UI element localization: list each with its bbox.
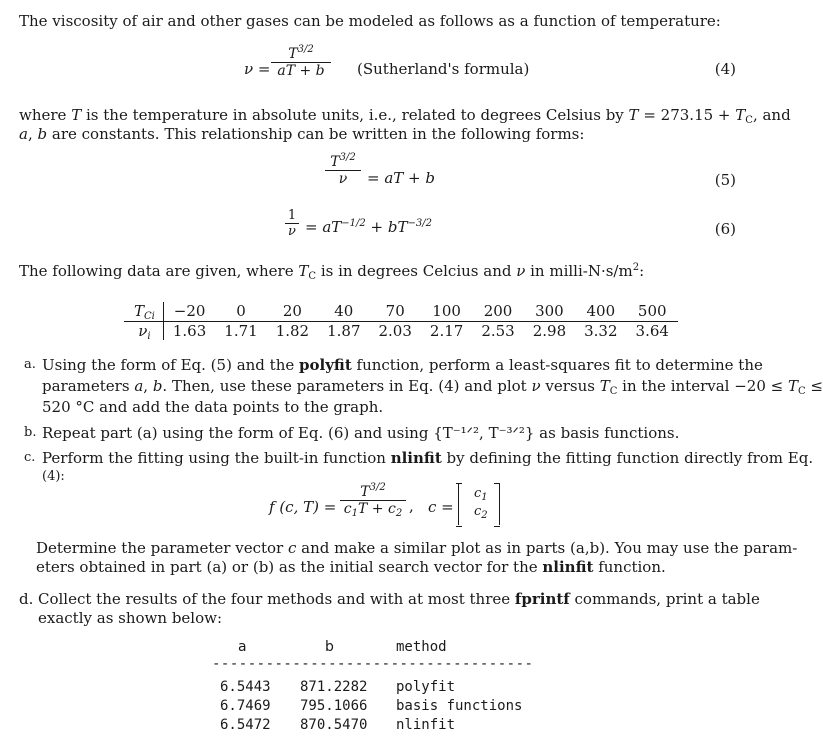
output-header-b: b bbox=[325, 639, 334, 655]
table-cell: 3.32 bbox=[584, 322, 618, 340]
output-cell-a: 6.5472 bbox=[220, 717, 271, 733]
table-cell: 2.17 bbox=[429, 322, 464, 340]
part-d-label: d. bbox=[19, 590, 34, 608]
table-header-tc: $T_{Ci}$ bbox=[124, 302, 163, 322]
table-cell: 20 bbox=[267, 302, 318, 322]
eq5-label: (5) bbox=[714, 171, 736, 189]
table-cell: 1.87 bbox=[327, 322, 361, 340]
table-cell: 500 bbox=[627, 302, 678, 322]
table-cell: 2.03 bbox=[378, 322, 412, 340]
output-cell-b: 795.1066 bbox=[300, 698, 368, 714]
part-d-line-2: exactly as shown below: bbox=[38, 609, 223, 627]
table-row-tc bbox=[124, 302, 678, 322]
table-header-nu: $\nu_i$ bbox=[124, 322, 163, 341]
output-cell-a: 6.5443 bbox=[220, 679, 271, 695]
eq4-label: (4) bbox=[714, 60, 736, 78]
output-cell-method: polyfit bbox=[396, 679, 456, 695]
table-cell: −20 bbox=[163, 302, 215, 322]
table-cell: 2.53 bbox=[481, 322, 515, 340]
part-a-line-1: Using the form of Eq. (5) and the polyfit function, perform a least-squares fit to determine the bbox=[42, 356, 763, 374]
eq6-label: (6) bbox=[714, 220, 736, 238]
output-divider: ------------------------------------ bbox=[212, 656, 534, 672]
sutherland-note: (Sutherland's formula) bbox=[357, 60, 530, 78]
vector-bracket: $c_1$ $c_2$ bbox=[458, 483, 500, 525]
part-b-label: b. bbox=[24, 425, 37, 440]
part-c-label: c. bbox=[24, 450, 36, 465]
table-cell: 2.98 bbox=[532, 322, 567, 340]
part-a-line-3: 520 °C and add the data points to the graph. bbox=[42, 398, 384, 416]
output-cell-b: 870.5470 bbox=[300, 717, 368, 733]
output-cell-a: 6.7469 bbox=[220, 698, 271, 714]
table-cell: 3.64 bbox=[635, 322, 669, 340]
part-c-after-2: eters obtained in part (a) or (b) as the initial search vector for the nlinfit function. bbox=[36, 558, 666, 576]
table-cell: 200 bbox=[472, 302, 523, 322]
intro-text: The viscosity of air and other gases can be modeled as follows as a function of temperature: bbox=[19, 12, 721, 30]
output-header-a: a bbox=[238, 639, 247, 655]
table-cell: 0 bbox=[215, 302, 266, 322]
where-line-1: where T is the temperature in absolute units, i.e., related to degrees Celsius by $T = 273.15 + T_C$, and bbox=[19, 106, 791, 126]
table-cell: 400 bbox=[575, 302, 626, 322]
where-line-2: a, b are constants. This relationship can be written in the following forms: bbox=[19, 125, 585, 143]
part-c-after-1: Determine the parameter vector c and make a similar plot as in parts (a,b). You may use the param- bbox=[36, 539, 798, 557]
part-a-label: a. bbox=[24, 357, 36, 372]
table-cell: 1.63 bbox=[172, 322, 207, 340]
table-cell: 1.71 bbox=[224, 322, 258, 340]
output-cell-method: nlinfit bbox=[396, 717, 456, 733]
part-c-line-2: (4): bbox=[42, 469, 65, 484]
part-a-line-2: parameters a, b. Then, use these parameters in Eq. (4) and plot ν versus $T_C$ in the interval $-20 \le T_C$ ≤ bbox=[42, 377, 823, 397]
data-given-line: The following data are given, where $T_C$ is in degrees Celcius and ν in milli-$N\cdot s/m^2$: bbox=[19, 262, 645, 282]
table-cell: 300 bbox=[524, 302, 575, 322]
output-header-method: method bbox=[396, 639, 447, 655]
table-row-nu bbox=[124, 322, 678, 341]
part-c-line-1: Perform the fitting using the built-in function nlinfit by defining the fitting function directly from Eq. bbox=[42, 449, 814, 467]
data-table bbox=[124, 302, 678, 340]
table-cell: 70 bbox=[370, 302, 421, 322]
table-cell: 100 bbox=[421, 302, 472, 322]
part-d-line-1: Collect the results of the four methods and with at most three fprintf commands, print a table bbox=[38, 590, 760, 608]
output-cell-b: 871.2282 bbox=[300, 679, 368, 695]
table-cell: 40 bbox=[318, 302, 369, 322]
part-b-text: Repeat part (a) using the form of Eq. (6) and using {T⁻¹ᐟ², T⁻³ᐟ²} as basis functions. bbox=[42, 424, 680, 442]
output-cell-method: basis functions bbox=[396, 698, 523, 714]
table-cell: 1.82 bbox=[275, 322, 310, 340]
